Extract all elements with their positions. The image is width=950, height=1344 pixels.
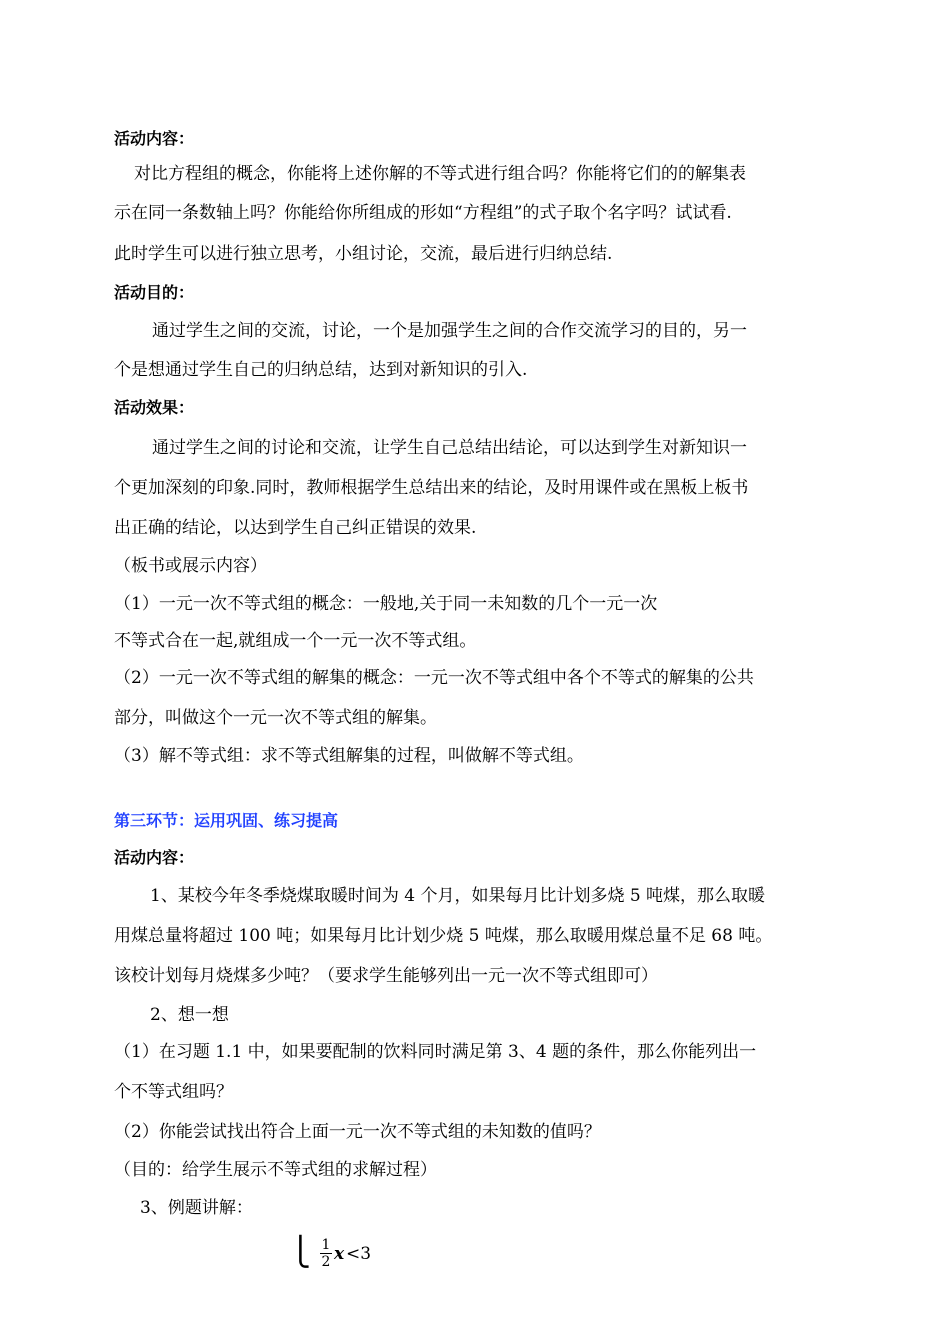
fraction <box>320 1238 332 1269</box>
paragraph-line: 3、例题讲解： <box>140 1198 253 1218</box>
paragraph-line: 2、想一想 <box>150 1005 229 1025</box>
paragraph-line: （2）你能尝试找出符合上面一元一次不等式组的未知数的值吗？ <box>114 1122 601 1142</box>
heading-activity-purpose: 活动目的： <box>114 283 195 302</box>
paragraph-line: 不等式合在一起,就组成一个一元一次不等式组。 <box>114 631 477 651</box>
paragraph-line: 1、某校今年冬季烧煤取暖时间为 4 个月，如果每月比计划多烧 5 吨煤，那么取暖 <box>150 886 766 906</box>
paragraph-line: 对比方程组的概念，你能将上述你解的不等式进行组合吗？你能将它们的的解集表 <box>134 164 746 184</box>
section-heading-third-stage: 第三环节：运用巩固、练习提高 <box>114 811 339 830</box>
paragraph-line: （1）一元一次不等式组的概念：一般地,关于同一未知数的几个一元一次 <box>114 594 658 614</box>
paragraph-line: 通过学生之间的交流，讨论，一个是加强学生之间的合作交流学习的目的，另一 <box>152 321 747 341</box>
brace-symbol: ⎩ <box>290 1235 311 1268</box>
paragraph-line: （板书或展示内容） <box>114 556 267 576</box>
paragraph-line: 通过学生之间的讨论和交流，让学生自己总结出结论，可以达到学生对新知识一 <box>152 438 747 458</box>
variable-x: x <box>334 1244 345 1264</box>
paragraph-line: 出正确的结论，以达到学生自己纠正错误的效果. <box>114 518 477 538</box>
paragraph-line: 个更加深刻的印象.同时，教师根据学生总结出来的结论，及时用课件或在黑板上板书 <box>114 478 749 498</box>
paragraph-line: 个不等式组吗？ <box>114 1082 233 1102</box>
paragraph-line: （目的：给学生展示不等式组的求解过程） <box>114 1160 437 1180</box>
paragraph-line: 该校计划每月烧煤多少吨？（要求学生能够列出一元一次不等式组即可） <box>114 966 658 986</box>
paragraph-line: 此时学生可以进行独立思考，小组讨论，交流，最后进行归纳总结. <box>114 244 613 264</box>
fraction-numerator: 1 <box>321 1237 331 1253</box>
paragraph-line: （2）一元一次不等式组的解集的概念：一元一次不等式组中各个不等式的解集的公共 <box>114 668 754 688</box>
paragraph-line: （3）解不等式组：求不等式组解集的过程，叫做解不等式组。 <box>114 746 584 766</box>
heading-activity-content-2: 活动内容： <box>114 848 195 867</box>
heading-activity-effect: 活动效果： <box>114 398 195 417</box>
paragraph-line: 示在同一条数轴上吗？你能给你所组成的形如“方程组”的式子取个名字吗？试试看. <box>114 203 732 223</box>
paragraph-line: 用煤总量将超过 100 吨；如果每月比计划少烧 5 吨煤，那么取暖用煤总量不足 68 吨。 <box>114 926 773 946</box>
heading-activity-content: 活动内容： <box>114 129 195 148</box>
fraction-denominator: 2 <box>321 1254 331 1270</box>
relation-less-than: <3 <box>346 1244 372 1264</box>
paragraph-line: 个是想通过学生自己的归纳总结，达到对新知识的引入. <box>114 360 528 380</box>
paragraph-line: （1）在习题 1.1 中，如果要配制的饮料同时满足第 3、4 题的条件，那么你能列出一 <box>114 1042 757 1062</box>
paragraph-line: 部分，叫做这个一元一次不等式组的解集。 <box>114 708 437 728</box>
